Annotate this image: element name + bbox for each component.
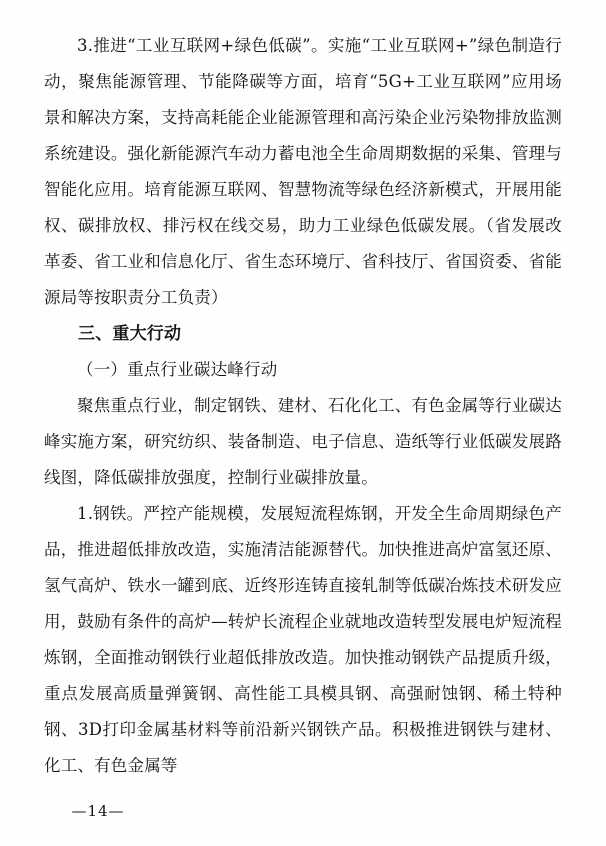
paragraph-key-industries-focus: 聚焦重点行业，制定钢铁、建材、石化化工、有色金属等行业碳达峰实施方案，研究纺织、装备制造、电子信息、造纸等行业低碳发展路线图，降低碳排放强度，控制行业碳排放量。 <box>44 396 562 487</box>
section-heading-major-actions: 三、重大行动 <box>78 324 182 344</box>
paragraph-industrial-internet-green: 3.推进“工业互联网+绿色低碳”。实施“工业互联网+”绿色制造行动，聚焦能源管理、节能降碳等方面，培育“5G+工业互联网”应用场景和解决方案，支持高耗能企业能源管理和高污染企业污染物排放监测系统建设。强化新能源汽车动力蓄电池全生命周期数据的采集、管理与智能化应用。培育能源互联网、智慧物流等绿色经济新模式，开展用能权、碳排放权、排污权在线交易，助力工业绿色低碳发展。（省发展改革委、省工业和信息化厅、省生态环境厅、省科技厅、省国资委、省能源局等按职责分工负责） <box>44 36 562 307</box>
page-number <box>0 802 606 820</box>
subsection-heading-key-industry-peak: （一）重点行业碳达峰行动 <box>77 360 278 379</box>
page-number-label: —14— <box>71 802 125 820</box>
paragraph-steel-industry: 1.钢铁。严控产能规模，发展短流程炼钢，开发全生命周期绿色产品，推进超低排放改造，实施清洁能源替代。加快推进高炉富氢还原、氢气高炉、铁水一罐到底、近终形连铸直接轧制等低碳冶炼技术研发应用，鼓励有条件的高炉—转炉长流程企业就地改造转型发展电炉短流程炼钢，全面推动钢铁行业超低排放改造。加快推动钢铁产品提质升级，重点发展高质量弹簧钢、高性能工具模具钢、高强耐蚀钢、稀土特种钢、3D打印金属基材料等前沿新兴钢铁产品。积极推进钢铁与建材、化工、有色金属等 <box>44 504 562 775</box>
document-body <box>44 28 562 784</box>
